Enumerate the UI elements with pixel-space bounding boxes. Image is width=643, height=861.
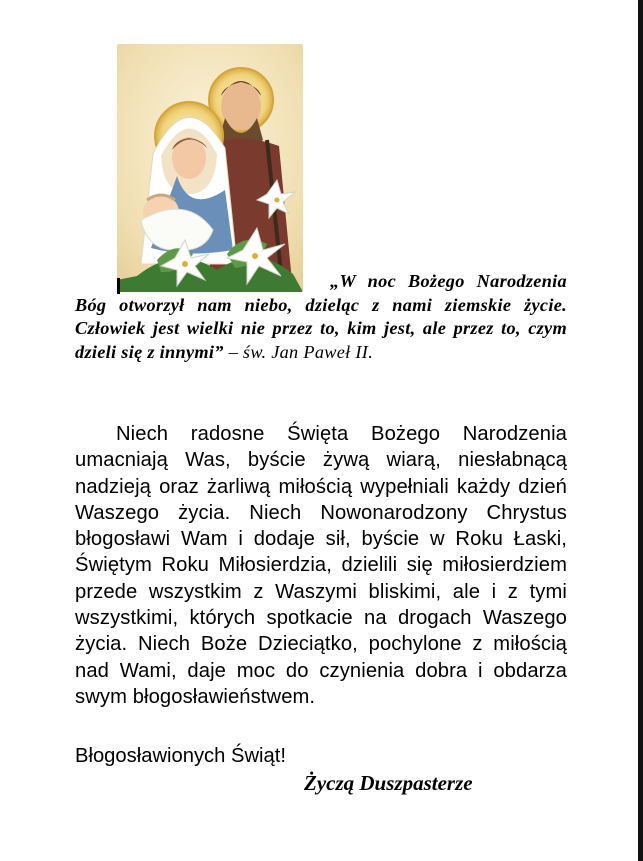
signature: Życzą Duszpasterze bbox=[304, 771, 473, 795]
holy-family-image bbox=[117, 44, 303, 292]
page-right-edge bbox=[638, 0, 643, 861]
papal-quote bbox=[75, 270, 567, 364]
christmas-wishes-paragraph: Niech radosne Święta Bożego Narodzenia umacniają Was, byście żywą wiarą, niesłabnącą nadzieją oraz żarliwą miłością wypełniali każdy dzień Waszego życia. Niech Nowonarodzony Chrystus błogosławi Wam i dodaje sił, byście w Roku Łaski, Świętym Roku Miłosierdzia, dzielili się miłosierdziem przede wszystkim z Waszymi bliskimi, ale i z tymi wszystkimi, których spotkacie na drogach Waszego życia. Niech Boże Dzieciątko, pochylone z miłością nad Wami, daje moc do czynienia dobra i obdarza swym błogosławieństwem. bbox=[75, 423, 567, 708]
quote-text: „W noc Bożego Narodzenia Bóg otworzył nam niebo, dzieląc z nami ziemskie życie. Człowiek jest wielki nie przez to, kim jest, ale przez to, czym dzieli się z innymi” bbox=[75, 271, 567, 362]
quote-author: – św. Jan Paweł II. bbox=[223, 341, 374, 362]
greeting-line: Błogosławionych Świąt! bbox=[75, 745, 286, 767]
